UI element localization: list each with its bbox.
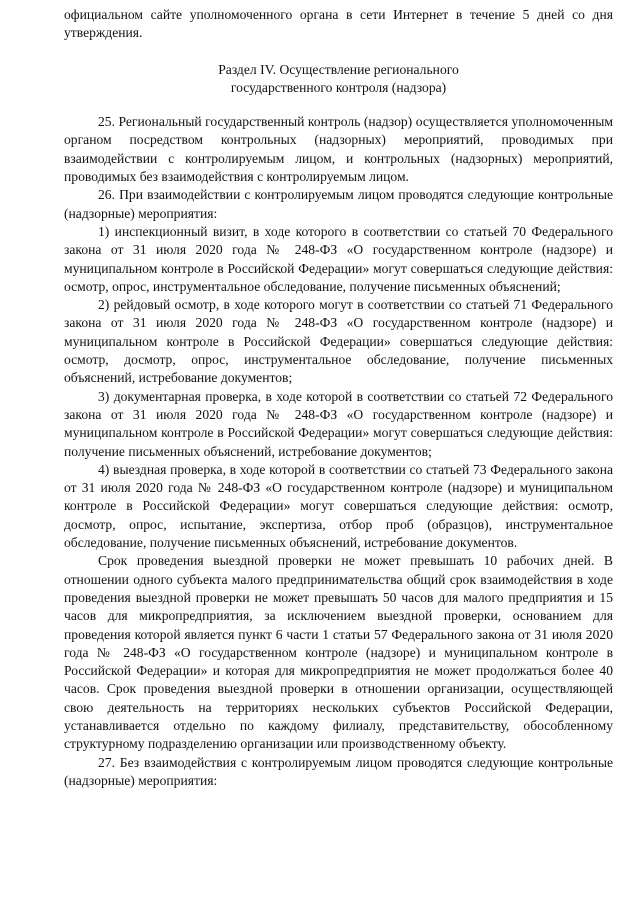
paragraph-25: 25. Региональный государственный контроль (надзор) осуществляется уполномоченным органом посредством контрольных (надзорных) мероприятий, проводимых при взаимодействии с контролируемым лицом, и контрольных (надзорных) мероприятий, проводимых без взаимодействия с контролируемым лицом.	[64, 114, 613, 185]
list-item-3: 3) документарная проверка, в ходе которой в соответствии со статьей 72 Федерального закона от 31 июля 2020 года № 248-ФЗ «О государственном контроле (надзоре) и муниципальном контроле в Российской Федерации» могут совершаться следующие действия: получение письменных объяснений, истребование документов;	[64, 388, 613, 459]
paragraph-26: 26. При взаимодействии с контролируемым лицом проводятся следующие контрольные (надзорные) мероприятия:	[64, 187, 613, 221]
list-item-2: 2) рейдовый осмотр, в ходе которого могут в соответствии со статьей 71 Федерального закона от 31 июля 2020 года № 248-ФЗ «О государственном контроле (надзоре) и муниципальном контроле в Российской Федерации» совершаться следующие действия: осмотр, досмотр, опрос, инструментальное обследование, получение письменных объяснений, истребование документов;	[64, 297, 613, 386]
document-page	[64, 6, 613, 790]
section-heading-line-2: государственного контроля (надзора)	[230, 79, 447, 95]
section-heading	[64, 61, 613, 98]
list-item-4: 4) выездная проверка, в ходе которой в соответствии со статьей 73 Федерального закона от 31 июля 2020 года № 248-ФЗ «О государственном контроле (надзоре) и муниципальном контроле в Российской Федерации» могут совершаться следующие действия: осмотр, досмотр, опрос, испытание, экспертиза, отбор проб (образцов), инструментальное обследование, получение письменных объяснений, истребование документов.	[64, 461, 613, 551]
paragraph-27: 27. Без взаимодействия с контролируемым лицом проводятся следующие контрольные (надзорные) мероприятия:	[64, 754, 613, 788]
section-heading-line-1: Раздел IV. Осуществление регионального	[218, 61, 459, 77]
list-item-1: 1) инспекционный визит, в ходе которого в соответствии со статьей 70 Федерального закона от 31 июля 2020 года № 248-ФЗ «О государственном контроле (надзоре) и муниципальном контроле в Российской Федерации» могут совершаться следующие действия: осмотр, опрос, инструментальное обследование, получение письменных объяснений;	[64, 223, 613, 294]
intro-paragraph: официальном сайте уполномоченного органа в сети Интернет в течение 5 дней со дня утверждения.	[64, 7, 613, 41]
inspection-duration-paragraph: Срок проведения выездной проверки не может превышать 10 рабочих дней. В отношении одного субъекта малого предпринимательства общий срок взаимодействия в ходе проведения выездной проверки не может превышать 50 часов для малого предприятия и 15 часов для микропредприятия, за исключением выездной проверки, основанием для проведения которой является пункт 6 части 1 статьи 57 Федерального закона от 31 июля 2020 года № 248-ФЗ «О государственном контроле (надзоре) и муниципальном контроле в Российской Федерации» и которая для микропредприятия не может продолжаться более 40 часов. Срок проведения выездной проверки в отношении организации, осуществляющей свою деятельность на территориях нескольких субъектов Российской Федерации, устанавливается отдельно по каждому филиалу, представительству, обособленному структурному подразделению организации или производственному объекту.	[64, 553, 613, 752]
